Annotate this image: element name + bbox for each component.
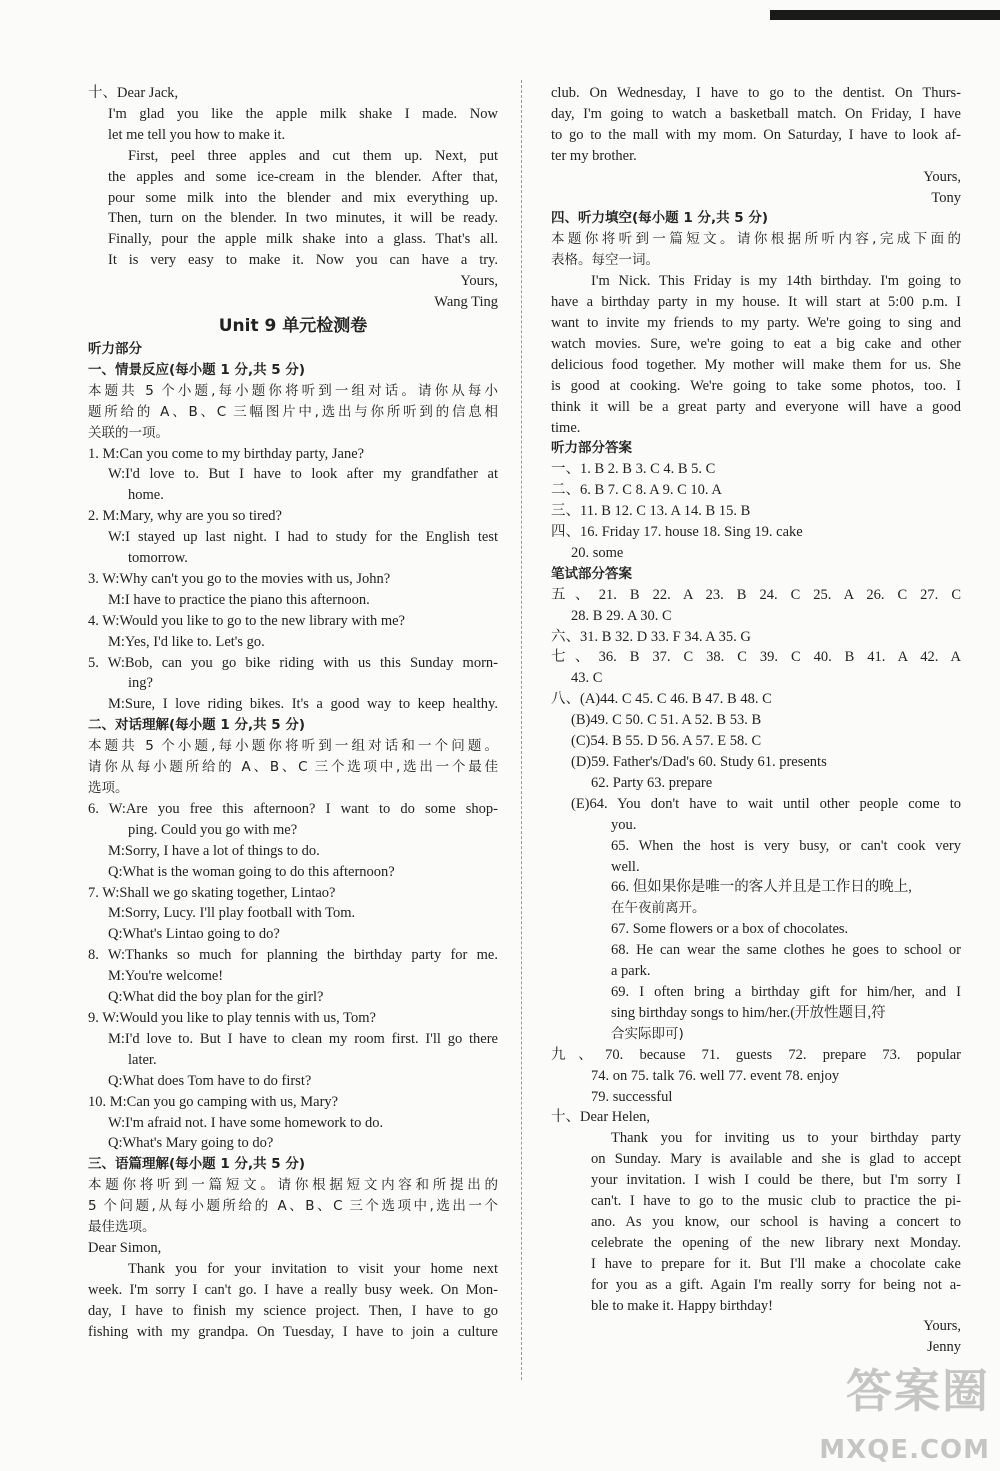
left-text-line: 请你从每小题所给的 A、B、C 三个选项中,选出一个最佳 xyxy=(88,759,498,776)
left-text-line: Dear Simon, xyxy=(88,1239,162,1256)
left-text-line: Finally, pour the apple milk shake into a glass. That's all. xyxy=(108,231,498,248)
left-text-line: Then, turn on the blender. In two minutes, it will be ready. xyxy=(108,210,498,227)
watermark-logo: 答案圈 xyxy=(846,1364,990,1418)
left-text-line: W:I'm afraid not. I have some homework to do. xyxy=(108,1114,384,1131)
left-text-line: M:Sure, I love riding bikes. It's a good way to keep healthy. xyxy=(108,696,498,713)
right-text-line: your invitation. I wish I could be there, but I'm sorry I xyxy=(591,1172,961,1189)
right-text-line: (D)59. Father's/Dad's 60. Study 61. presents xyxy=(571,754,827,770)
left-text-line: Q:What is the woman going to do this afternoon? xyxy=(108,863,395,880)
right-text-line: I'm Nick. This Friday is my 14th birthday. I'm going to xyxy=(591,273,961,290)
left-text-line: home. xyxy=(128,487,164,504)
right-text-line: 五、21. B 22. A 23. B 24. C 25. A 26. C 27. C xyxy=(551,586,961,603)
left-text-line: Thank you for your invitation to visit your home next xyxy=(128,1260,498,1277)
right-text-line: 听力部分答案 xyxy=(551,440,632,457)
right-text-line: 66. 但如果你是唯一的客人并且是工作日的晚上, xyxy=(611,879,912,896)
left-text-line: 听力部分 xyxy=(88,340,142,357)
right-text-line: 28. B 29. A 30. C xyxy=(571,607,672,624)
left-text-line: day, I have to finish my science project. Then, I have to go xyxy=(88,1302,498,1319)
right-text-line: 十、Dear Helen, xyxy=(551,1109,651,1126)
left-text-line: the apples and some ice-cream in the blender. After that, xyxy=(108,168,498,185)
left-text-line: ping. Could you go with me? xyxy=(128,821,298,838)
right-text-line: can't. I have to go to the music club to practice the pi- xyxy=(591,1193,961,1210)
left-text-line: pour some milk into the blender and mix everything up. xyxy=(108,189,498,206)
right-text-line: celebrate the opening of the new library next Monday. xyxy=(591,1234,961,1251)
right-text-line: 一、1. B 2. B 3. C 4. B 5. C xyxy=(551,461,716,478)
right-text-line: 62. Party 63. prepare xyxy=(591,774,713,791)
left-text-line: fishing with my grandpa. On Tuesday, I have to join a culture xyxy=(88,1323,498,1340)
right-text-line: 65. When the host is very busy, or can't cook very xyxy=(611,837,961,854)
left-text-line: tomorrow. xyxy=(128,550,188,567)
right-text-line: ter my brother. xyxy=(551,147,637,164)
right-text-line: on Sunday. Mary is available and she is glad to accept xyxy=(591,1151,961,1168)
right-text-line: I have to prepare for it. But I'll make a chocolate cake xyxy=(591,1255,961,1272)
right-text-line: Tony xyxy=(931,189,961,206)
right-text-line: want to invite my friends to my party. We're going to sing and xyxy=(551,314,961,331)
right-text-line: 68. He can wear the same clothes he goes to school or xyxy=(611,942,961,959)
left-text-line: 7. W:Shall we go skating together, Lintao? xyxy=(88,884,336,901)
right-text-line: is good at cooking. We're going to take some photos, too. I xyxy=(551,377,961,394)
right-text-line: 四、16. Friday 17. house 18. Sing 19. cake xyxy=(551,524,803,541)
left-text-line: M:Sorry, I have a lot of things to do. xyxy=(108,842,320,859)
left-text-line: 1. M:Can you come to my birthday party, Jane? xyxy=(88,445,365,462)
left-text-line: 5 个问题,从每小题所给的 A、B、C 三个选项中,选出一个 xyxy=(88,1198,498,1215)
right-text-line: 三、11. B 12. C 13. A 14. B 15. B xyxy=(551,503,751,520)
left-text-line: 最佳选项。 xyxy=(88,1219,156,1236)
watermark xyxy=(800,1355,990,1465)
left-text-line: 十、Dear Jack, xyxy=(88,85,179,101)
right-text-line: 笔试部分答案 xyxy=(551,565,632,582)
right-text-line: 表格。每空一词。 xyxy=(551,252,659,269)
right-column xyxy=(551,83,961,1358)
left-text-line: 3. W:Why can't you go to the movies with us, John? xyxy=(88,570,391,587)
left-text-line: Unit 9 单元检测卷 xyxy=(218,315,368,336)
right-text-line: for you as a gift. Again I'm really sorry for being not a- xyxy=(591,1276,961,1293)
right-text-line: 79. successful xyxy=(591,1088,673,1105)
right-text-line: day, I'm going to watch a basketball match. On Friday, I have xyxy=(551,105,961,122)
right-text-line: 43. C xyxy=(571,670,603,687)
left-text-line: let me tell you how to make it. xyxy=(108,126,286,143)
right-text-line: have a birthday party in my house. It will start at 5:00 p.m. I xyxy=(551,294,961,311)
right-text-line: Jenny xyxy=(927,1339,961,1356)
left-text-line: M:Yes, I'd like to. Let's go. xyxy=(108,633,265,650)
left-text-line: ing? xyxy=(128,675,153,692)
left-text-line: 选项。 xyxy=(88,780,129,796)
column-divider xyxy=(521,80,522,1380)
left-text-line: Q:What's Lintao going to do? xyxy=(108,926,280,943)
right-text-line: (B)49. C 50. C 51. A 52. B 53. B xyxy=(571,712,762,729)
right-text-line: (E)64. You don't have to wait until other people come to xyxy=(571,795,961,812)
left-text-line: First, peel three apples and cut them up. Next, put xyxy=(128,147,498,164)
left-text-line: 本题共 5 个小题,每小题你将听到一组对话和一个问题。 xyxy=(88,738,498,755)
left-text-line: Wang Ting xyxy=(434,294,498,311)
left-text-line: 5. W:Bob, can you go bike riding with us this Sunday morn- xyxy=(88,654,498,671)
right-text-line: 67. Some flowers or a box of chocolates. xyxy=(611,921,849,938)
right-text-line: think it will be a great party and everyone will have a good xyxy=(551,398,961,415)
left-text-line: week. I'm sorry I can't go. I have a really busy week. On Mon- xyxy=(88,1281,498,1298)
left-text-line: 6. W:Are you free this afternoon? I want to do some shop- xyxy=(88,800,498,817)
left-text-line: W:I'd love to. But I have to look after my grandfather at xyxy=(108,466,498,483)
right-text-line: well. xyxy=(611,858,640,875)
top-black-bar xyxy=(770,10,1000,20)
right-text-line: club. On Wednesday, I have to go to the dentist. On Thurs- xyxy=(551,85,961,101)
left-text-line: 10. M:Can you go camping with us, Mary? xyxy=(88,1093,339,1110)
left-text-line: It is very easy to make it. Now you can have a try. xyxy=(108,252,498,269)
right-text-line: 二、6. B 7. C 8. A 9. C 10. A xyxy=(551,482,722,499)
right-text-line: delicious food together. My mother will make them for us. She xyxy=(551,356,961,373)
right-text-line: 九、70. because 71. guests 72. prepare 73. popular xyxy=(551,1046,961,1063)
left-text-line: 8. W:Thanks so much for planning the birthday party for me. xyxy=(88,947,498,964)
right-text-line: 八、(A)44. C 45. C 46. B 47. B 48. C xyxy=(551,691,772,708)
right-text-line: 在午夜前离开。 xyxy=(611,900,706,917)
left-text-line: 本题你将听到一篇短文。请你根据短文内容和所提出的 xyxy=(88,1177,498,1194)
right-text-line: 本题你将听到一篇短文。请你根据所听内容,完成下面的 xyxy=(551,231,961,248)
left-text-line: 二、对话理解(每小题 1 分,共 5 分) xyxy=(88,717,306,734)
left-text-line: 9. W:Would you like to play tennis with us, Tom? xyxy=(88,1009,376,1026)
watermark-url: MXQE.COM xyxy=(819,1435,990,1465)
right-text-line: 69. I often bring a birthday gift for him/her, and I xyxy=(611,983,961,1000)
right-text-line: 合实际即可) xyxy=(611,1025,684,1042)
left-text-line: later. xyxy=(128,1051,157,1068)
right-text-line: ano. As you know, our school is having a concert to xyxy=(591,1213,961,1230)
right-text-line: (C)54. B 55. D 56. A 57. E 58. C xyxy=(571,733,762,750)
right-text-line: 七、36. B 37. C 38. C 39. C 40. B 41. A 42. A xyxy=(551,649,961,666)
left-text-line: 关联的一项。 xyxy=(88,424,169,441)
left-text-line: M:Sorry, Lucy. I'll play football with Tom. xyxy=(108,905,356,922)
left-text-line: M:I have to practice the piano this afternoon. xyxy=(108,591,370,608)
right-text-line: Thank you for inviting us to your birthday party xyxy=(611,1130,961,1147)
left-text-line: M:I'd love to. But I have to clean my room first. I'll go there xyxy=(108,1030,498,1047)
right-text-line: a park. xyxy=(611,963,651,980)
left-text-line: Q:What did the boy plan for the girl? xyxy=(108,989,324,1006)
right-text-line: Yours, xyxy=(923,1318,961,1335)
right-text-line: sing birthday songs to him/her.(开放性题目,符 xyxy=(611,1004,886,1021)
left-text-line: Q:What's Mary going to do? xyxy=(108,1135,274,1152)
left-text-line: 三、语篇理解(每小题 1 分,共 5 分) xyxy=(88,1156,306,1173)
left-text-line: Yours, xyxy=(460,273,498,290)
left-text-line: 一、情景反应(每小题 1 分,共 5 分) xyxy=(88,361,306,378)
right-text-line: you. xyxy=(611,816,637,833)
left-text-line: Q:What does Tom have to do first? xyxy=(108,1072,312,1089)
left-text-line: 题所给的 A、B、C 三幅图片中,选出与你所听到的信息相 xyxy=(88,403,498,420)
right-text-line: time. xyxy=(551,419,581,436)
left-text-line: W:I stayed up last night. I had to study for the English test xyxy=(108,529,498,546)
right-text-line: 四、听力填空(每小题 1 分,共 5 分) xyxy=(551,210,769,227)
left-text-line: 4. W:Would you like to go to the new library with me? xyxy=(88,612,405,629)
right-text-line: Yours, xyxy=(923,168,961,185)
left-text-line: M:You're welcome! xyxy=(108,968,224,985)
right-text-line: ble to make it. Happy birthday! xyxy=(591,1297,774,1314)
left-column xyxy=(88,83,498,1342)
right-text-line: 六、31. B 32. D 33. F 34. A 35. G xyxy=(551,628,751,645)
right-text-line: 20. some xyxy=(571,544,624,561)
right-text-line: watch movies. Sure, we're going to eat a big cake and other xyxy=(551,335,961,352)
left-text-line: 2. M:Mary, why are you so tired? xyxy=(88,508,282,525)
right-text-line: 74. on 75. talk 76. well 77. event 78. enjoy xyxy=(591,1067,840,1084)
right-text-line: to go to the mall with my mom. On Saturday, I have to look af- xyxy=(551,126,961,143)
left-text-line: 本题共 5 个小题,每小题你将听到一组对话。请你从每小 xyxy=(88,382,498,399)
left-text-line: I'm glad you like the apple milk shake I made. Now xyxy=(108,105,498,122)
